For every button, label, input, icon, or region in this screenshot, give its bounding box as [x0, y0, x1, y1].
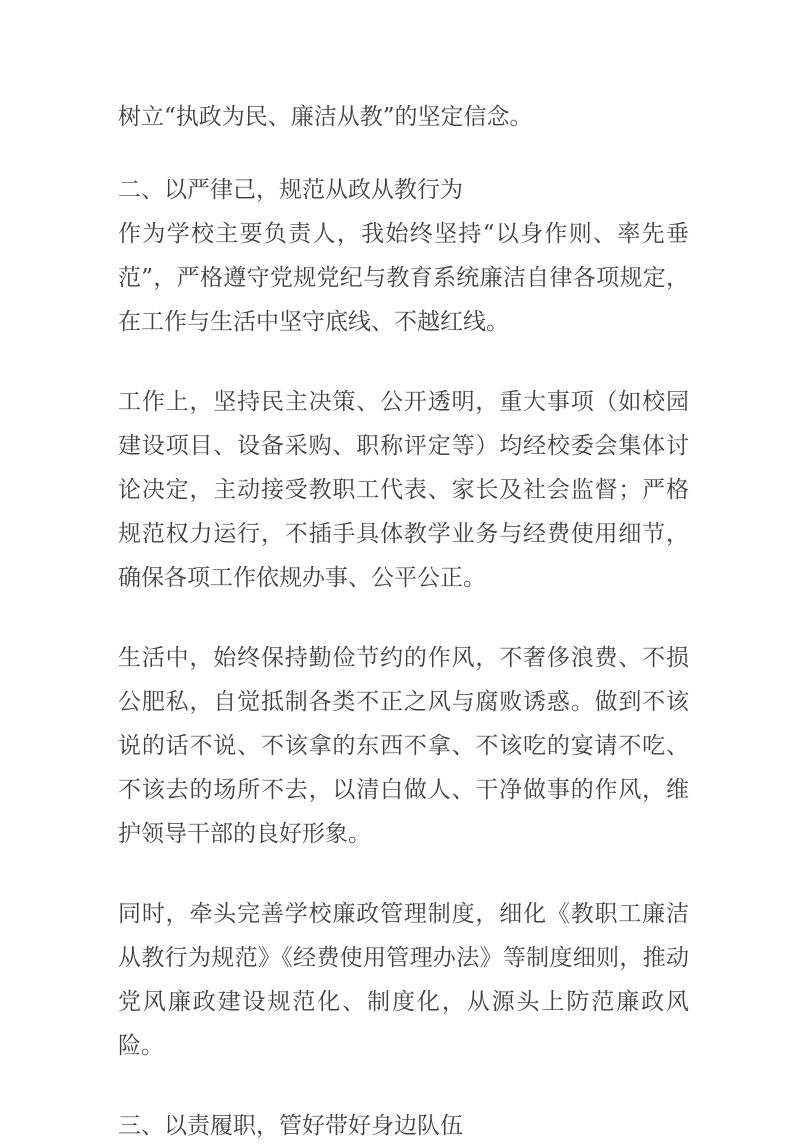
heading-section-3: 三、以责履职，管好带好身边队伍 [118, 1113, 463, 1139]
heading-section-2: 二、以严律己，规范从政从教行为 [118, 177, 463, 203]
paragraph-work-practices: 工作上，坚持民主决策、公开透明，重大事项（如校园建设项目、设备采购、职称评定等）均经校委会集体讨论决定，主动接受教职工代表、家长及社会监督；严格规范权力运行，不插手具体教学业务与经费使用细节，确保各项工作依规办事、公平公正。 [118, 389, 689, 591]
paragraph-belief-conclusion: 树立“执政为民、廉洁从教”的坚定信念。 [118, 104, 533, 130]
paragraph-life-conduct: 生活中，始终保持勤俭节约的作风，不奢侈浪费、不损公肥私，自觉抵制各类不正之风与腐败诱惑。做到不该说的话不说、不该拿的东西不拿、不该吃的宴请不吃、不该去的场所不去，以清白做人、干净做事的作风，维护领导干部的良好形象。 [118, 645, 689, 847]
paragraph-system-building: 同时，牵头完善学校廉政管理制度，细化《教职工廉洁从教行为规范》《经费使用管理办法》等制度细则，推动党风廉政建设规范化、制度化，从源头上防范廉政风险。 [118, 901, 689, 1059]
paragraph-self-discipline: 作为学校主要负责人，我始终坚持“以身作则、率先垂范”，严格遵守党规党纪与教育系统廉洁自律各项规定，在工作与生活中坚守底线、不越红线。 [118, 221, 689, 335]
